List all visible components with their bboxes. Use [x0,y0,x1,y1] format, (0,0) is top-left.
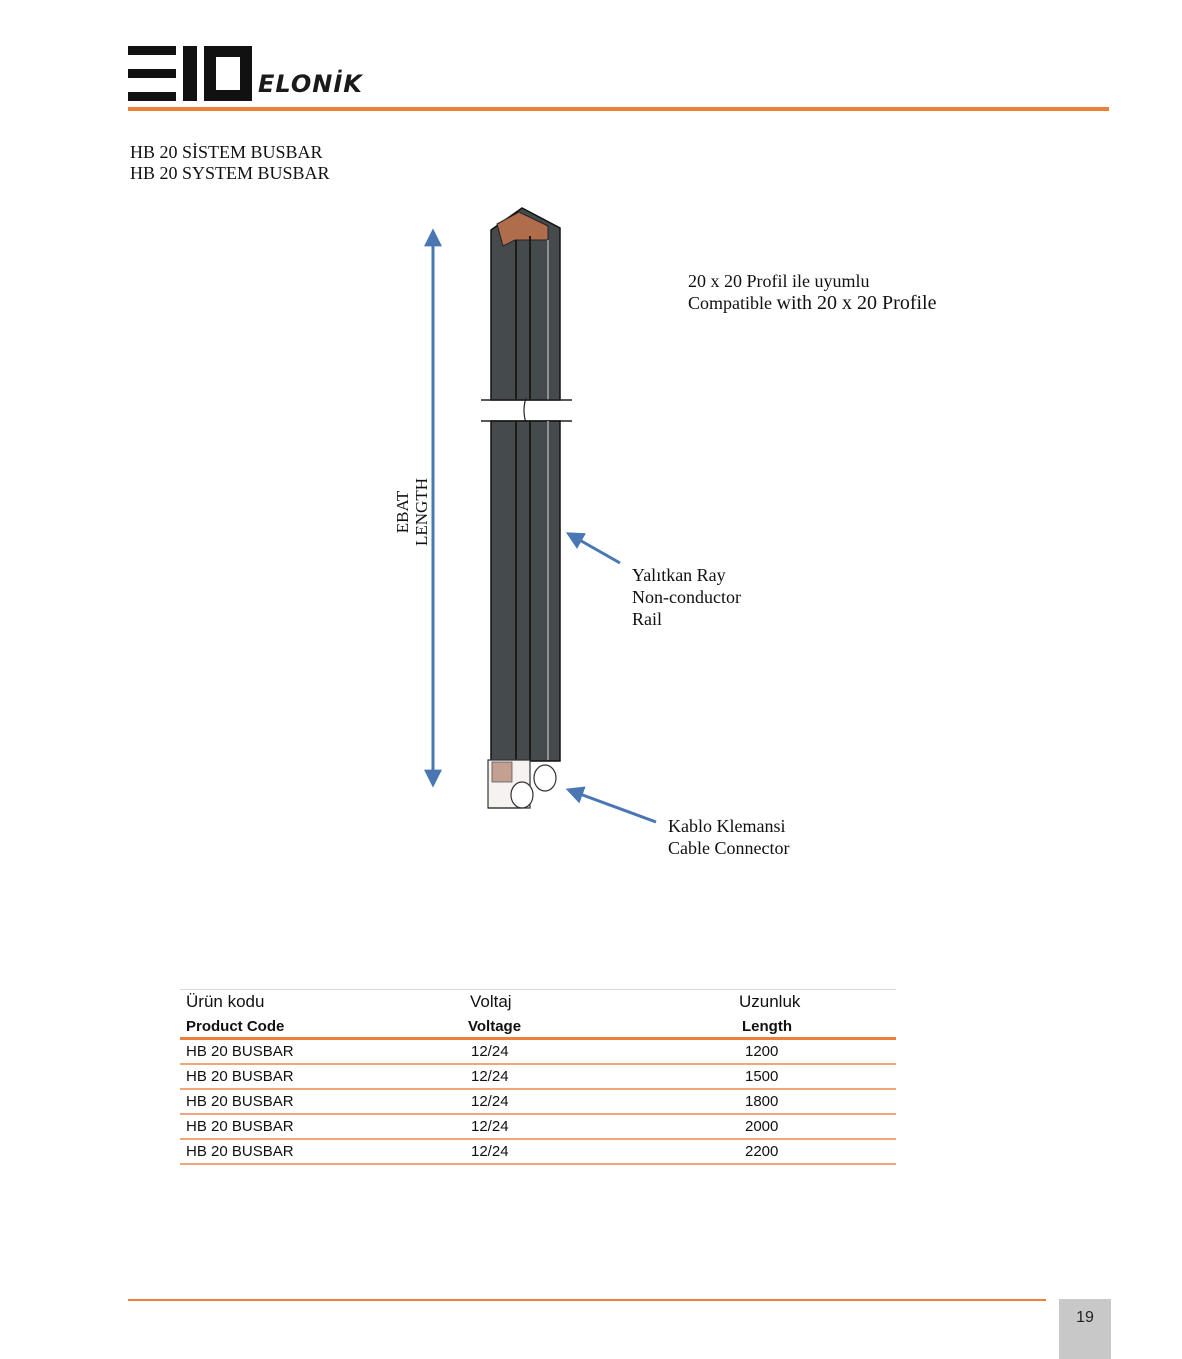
table-row [180,1115,896,1140]
header-rule [128,107,1109,111]
cell-product-code: HB 20 BUSBAR [186,1143,294,1160]
cell-length: 2200 [745,1143,779,1160]
table-row [180,1040,896,1065]
table-row [180,1140,896,1165]
length-label-tr: EBAT [393,490,412,534]
rail-callout-label [632,564,741,630]
header-length-tr: Uzunluk [739,992,801,1011]
cell-voltage: 12/24 [471,1068,509,1085]
connector-callout-label [668,815,789,859]
cell-voltage: 12/24 [471,1043,509,1060]
compatibility-note [688,270,937,314]
cell-length: 1800 [745,1093,779,1110]
header-product-code-tr: Ürün kodu [186,992,265,1011]
connector-callout-arrow [569,790,656,822]
brand-wordmark: ELONİK [258,70,363,98]
cell-voltage: 12/24 [471,1118,509,1135]
header-voltage-tr: Voltaj [470,992,512,1011]
cell-product-code: HB 20 BUSBAR [186,1093,294,1110]
header-voltage-en: Voltage [468,1018,522,1035]
profile-upper-segment [491,208,560,400]
compat-en-prefix: Compatible [688,293,777,313]
connector-label-en: Cable Connector [668,838,790,858]
rail-label-line2: Non-conductor [632,587,741,607]
table-header-tr [180,989,896,1015]
compat-en [688,292,937,314]
connector-label-tr: Kablo Klemansi [668,816,786,836]
rail-callout-arrow [569,534,620,563]
cell-product-code: HB 20 BUSBAR [186,1043,294,1060]
table-row [180,1090,896,1115]
table-header-en [180,1015,896,1040]
header-product-code-en: Product Code [186,1018,285,1035]
header-length-en: Length [742,1018,792,1035]
cable-connector [488,760,556,808]
compat-tr: 20 x 20 Profil ile uyumlu [688,271,870,291]
table-row [180,1065,896,1090]
product-table [180,989,896,1165]
length-label-en: LENGTH [412,478,431,546]
cell-voltage: 12/24 [471,1143,509,1160]
cell-length: 1500 [745,1068,779,1085]
footer-rule [128,1299,1046,1301]
cell-length: 1200 [745,1043,779,1060]
compat-en-suffix: with 20 x 20 Profile [776,292,937,314]
page-number: 19 [1059,1299,1111,1359]
rail-label-line3: Rail [632,609,662,629]
cell-length: 2000 [745,1118,779,1135]
rail-label-line1: Yalıtkan Ray [632,565,726,585]
page-title-tr: HB 20 SİSTEM BUSBAR [130,142,323,162]
length-dimension-label [393,478,431,546]
cell-product-code: HB 20 BUSBAR [186,1068,294,1085]
page-title-en: HB 20 SYSTEM BUSBAR [130,163,330,183]
cell-voltage: 12/24 [471,1093,509,1110]
profile-lower-segment [491,421,560,761]
cell-product-code: HB 20 BUSBAR [186,1118,294,1135]
